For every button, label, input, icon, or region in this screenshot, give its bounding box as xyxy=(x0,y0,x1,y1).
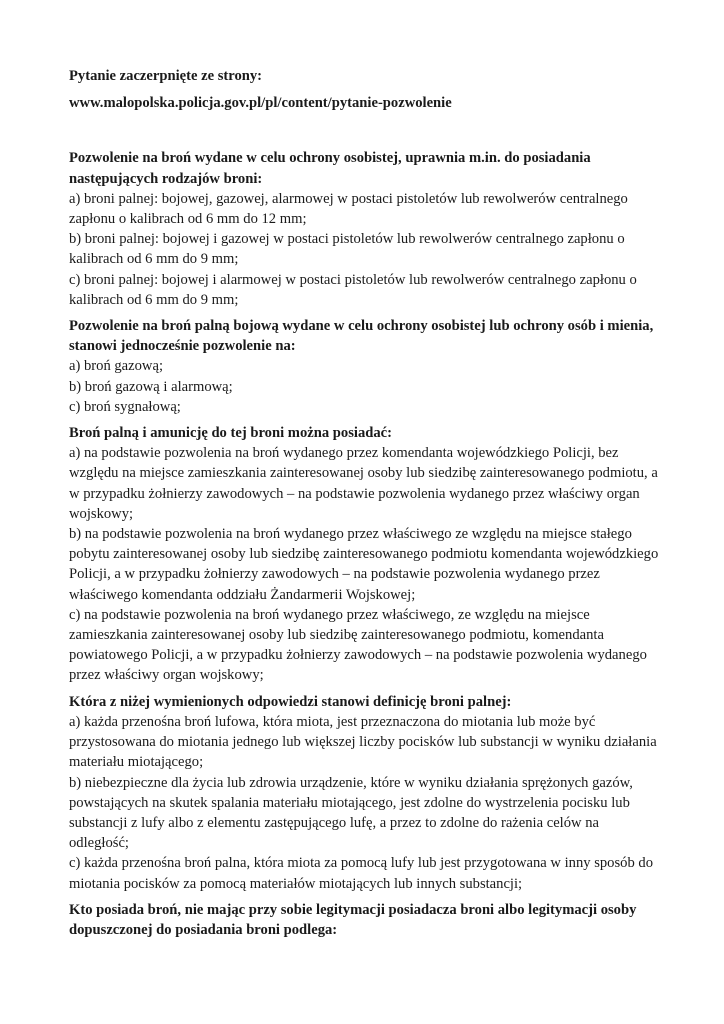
question-4 xyxy=(69,692,661,894)
question-1 xyxy=(69,148,661,310)
question-title: Kto posiada broń, nie mając przy sobie legitymacji posiadacza broni albo legitymacji osoby dopuszczonej do posiadania broni podlega: xyxy=(69,901,637,938)
answer-b: b) niebezpieczne dla życia lub zdrowia urządzenie, które w wyniku działania sprężonych gazów, powstających na skutek spalania materiału miotającego, jest zdolne do wystrzelenia pocisku lub substancji z lufy albo z elementu zastępującego lufę, a przez to zdolne do rażenia celów na odległość; xyxy=(69,774,633,852)
question-title: Która z niżej wymienionych odpowiedzi stanowi definicję broni palnej: xyxy=(69,693,512,710)
answer-a: a) każda przenośna broń lufowa, która miota, jest przeznaczona do miotania lub może być przystosowana do miotania jednego lub większej liczby pocisków lub substancji w wyniku działania materiału miotającego; xyxy=(69,713,657,771)
answer-c: c) broń sygnałową; xyxy=(69,398,181,415)
source-label: Pytanie zaczerpnięte ze strony: xyxy=(69,68,263,84)
question-title: Pozwolenie na broń palną bojową wydane w celu ochrony osobistej lub ochrony osób i mienia, stanowi jednocześnie pozwolenie na: xyxy=(69,318,654,355)
answer-b: b) broń gazową i alarmową; xyxy=(69,378,233,395)
question-title: Broń palną i amunicję do tej broni można posiadać: xyxy=(69,425,392,442)
answer-b: b) broni palnej: bojowej i gazowej w postaci pistoletów lub rewolwerów centralnego zapłonu o kalibrach od 6 mm do 9 mm; xyxy=(69,231,625,268)
question-title: Pozwolenie na broń wydane w celu ochrony osobistej, uprawnia m.in. do posiadania następujących rodzajów broni: xyxy=(69,150,591,187)
answer-b: b) na podstawie pozwolenia na broń wydanego przez właściwego ze względu na miejsce stałego pobytu zainteresowanej osoby lub siedzibę zainteresowanego podmiotu komendanta wojewódzkiego Policji, a w przypadku żołnierzy zawodowych – na podstawie pozwolenia wydanego przez właściwego komendanta oddziału Żandarmerii Wojskowej; xyxy=(69,526,659,603)
document-page xyxy=(69,66,661,946)
answer-a: a) na podstawie pozwolenia na broń wydanego przez komendanta wojewódzkiego Policji, bez względu na miejsce zamieszkania zainteresowanej osoby lub siedzibę zainteresowanego podmiotu, a w przypadku żołnierzy zawodowych – na podstawie pozwolenia wydanego przez właściwy organ wojskowy; xyxy=(69,445,658,522)
question-2 xyxy=(69,316,661,417)
answer-c: c) broni palnej: bojowej i alarmowej w postaci pistoletów lub rewolwerów centralnego zapłonu o kalibrach od 6 mm do 9 mm; xyxy=(69,271,637,308)
source-url: www.malopolska.policja.gov.pl/pl/content/pytanie-pozwolenie xyxy=(69,95,452,112)
spacer xyxy=(69,113,661,148)
question-3 xyxy=(69,423,661,686)
answer-a: a) broń gazową; xyxy=(69,358,164,375)
answer-c: c) na podstawie pozwolenia na broń wydanego przez właściwego, ze względu na miejsce zamieszkania zainteresowanej osoby lub siedzibę zainteresowanego podmiotu, komendanta powiatowego Policji, a w przypadku żołnierzy zawodowych – na podstawie pozwolenia wydanego przez właściwy organ wojskowy; xyxy=(69,606,647,684)
answer-a: a) broni palnej: bojowej, gazowej, alarmowej w postaci pistoletów lub rewolwerów centralnego zapłonu o kalibrach od 6 mm do 12 mm; xyxy=(69,190,628,228)
answer-c: c) każda przenośna broń palna, która miota za pomocą lufy lub jest przygotowana w inny sposób do miotania pocisków za pomocą materiałów miotających lub innych substancji; xyxy=(69,855,653,892)
question-5 xyxy=(69,900,661,940)
